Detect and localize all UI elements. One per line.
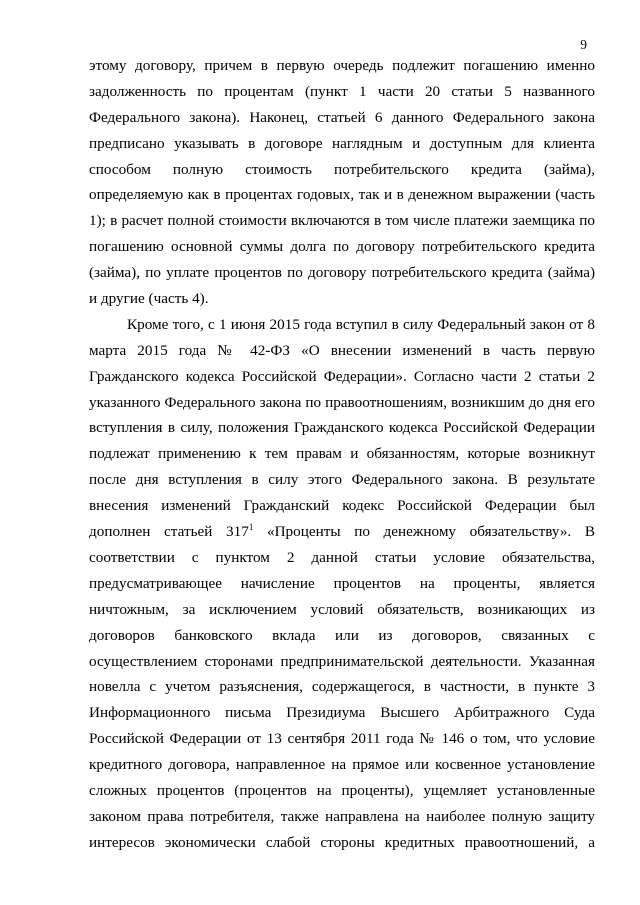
- text-line: Информационного письма Президиума Высшего Арбитражного Суда: [89, 704, 595, 722]
- text-line: Российской Федерации от 13 сентября 2011 года № 146 о том, что условие: [89, 730, 595, 748]
- text-line: предписано указывать в договоре наглядным и доступным для клиента: [89, 134, 595, 152]
- text-line-with-superscript: [89, 519, 595, 545]
- text-line: задолженность по процентам (пункт 1 части 20 статьи 5 названного: [89, 82, 595, 100]
- text-line: 1); в расчет полной стоимости включаются в том числе платежи заемщика по: [89, 212, 595, 230]
- text-line: после дня вступления в силу этого Федерального закона. В результате: [89, 471, 595, 489]
- text-line: соответствии с пунктом 2 данной статьи условие обязательства,: [89, 548, 595, 566]
- text-line: погашению основной суммы долга по договору потребительского кредита: [89, 238, 595, 256]
- text-line: осуществлением сторонами предпринимательской деятельности. Указанная: [89, 652, 595, 670]
- text-line: (займа), по уплате процентов по договору потребительского кредита (займа): [89, 264, 595, 282]
- text-line: подлежат применению к тем правам и обязанностям, которые возникнут: [89, 445, 595, 463]
- line-part: дополнен статьей 317: [89, 523, 249, 541]
- text-line: этому договору, причем в первую очередь подлежит погашению именно: [89, 57, 595, 74]
- text-line: договоров банковского вклада или из договоров, связанных с: [89, 626, 595, 644]
- article-superscript: 1: [248, 522, 254, 533]
- text-line: внесения изменений Гражданский кодекс Российской Федерации был: [89, 497, 595, 515]
- page-number: 9: [580, 37, 587, 52]
- text-line: Федерального закона). Наконец, статьей 6 данного Федерального закона: [89, 108, 595, 126]
- text-line: вступления в силу, положения Гражданского кодекса Российской Федерации: [89, 419, 595, 437]
- text-line: определяемую как в процентах годовых, так и в денежном выражении (часть: [89, 186, 595, 204]
- text-line: Кроме того, с 1 июня 2015 года вступил в силу Федеральный закон от 8: [127, 315, 595, 333]
- text-line: сложных процентов (процентов на проценты), ущемляет установленные: [89, 781, 595, 799]
- text-line: интересов экономически слабой стороны кредитных правоотношений, а: [89, 833, 595, 851]
- text-line: Гражданского кодекса Российской Федерации». Согласно части 2 статьи 2: [89, 367, 595, 385]
- text-line: кредитного договора, направленное на прямое или косвенное установление: [89, 756, 595, 774]
- text-line: указанного Федерального закона по правоотношениям, возникшим до дня его: [89, 393, 595, 411]
- text-line: марта 2015 года № 42-ФЗ «О внесении изменений в часть первую: [89, 341, 595, 359]
- text-line: и другие (часть 4).: [89, 290, 209, 308]
- text-line: законом права потребителя, также направлена на наиболее полную защиту: [89, 807, 595, 825]
- text-line: новелла с учетом разъяснения, содержащегося, в частности, в пункте 3: [89, 678, 595, 696]
- text-line: способом полную стоимость потребительского кредита (займа),: [89, 160, 595, 178]
- text-line: ничтожным, за исключением условий обязательств, возникающих из: [89, 600, 595, 618]
- text-line: предусматривающее начисление процентов на проценты, является: [89, 574, 595, 592]
- document-body: [89, 53, 595, 856]
- line-part: «Проценты по денежному обязательству». В: [253, 523, 595, 541]
